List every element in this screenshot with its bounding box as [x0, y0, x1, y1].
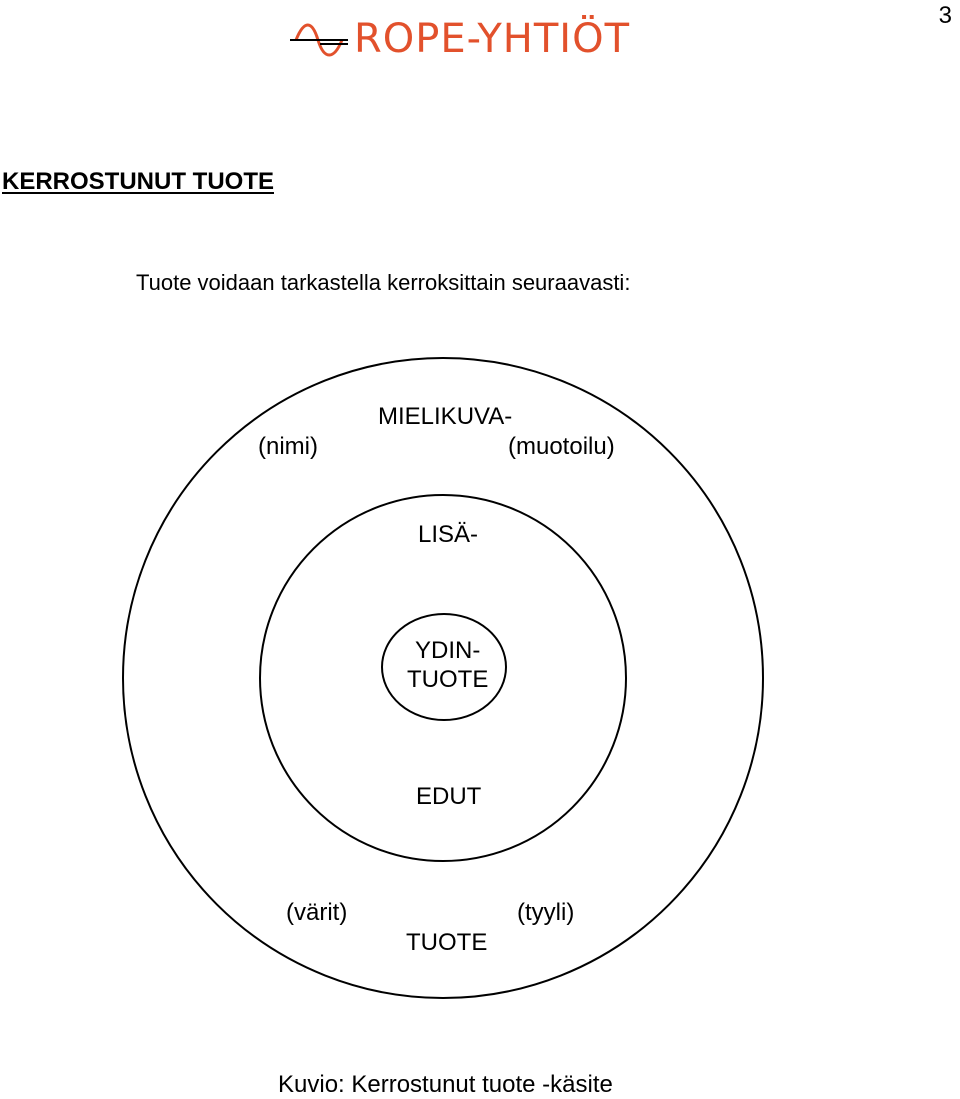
label-image-style: (tyyli)	[517, 899, 575, 926]
label-extra-bottom: EDUT	[416, 783, 482, 810]
label-core-top: YDIN-	[415, 637, 481, 664]
intro-text: Tuote voidaan tarkastella kerroksittain seuraavasti:	[136, 270, 631, 295]
page-title: KERROSTUNUT TUOTE	[2, 168, 274, 195]
label-image-name: (nimi)	[258, 433, 318, 460]
label-image-design: (muotoilu)	[508, 433, 615, 460]
page-number: 3	[938, 2, 952, 29]
label-image-bottom: TUOTE	[406, 929, 488, 956]
label-extra-top: LISÄ-	[418, 521, 479, 548]
label-image-top: MIELIKUVA-	[378, 403, 513, 430]
logo-wordmark: ROPE-YHTIÖT	[354, 16, 631, 62]
label-core-bottom: TUOTE	[407, 666, 489, 693]
label-image-colors: (värit)	[286, 899, 348, 926]
figure-caption: Kuvio: Kerrostunut tuote -käsite	[278, 1071, 613, 1098]
